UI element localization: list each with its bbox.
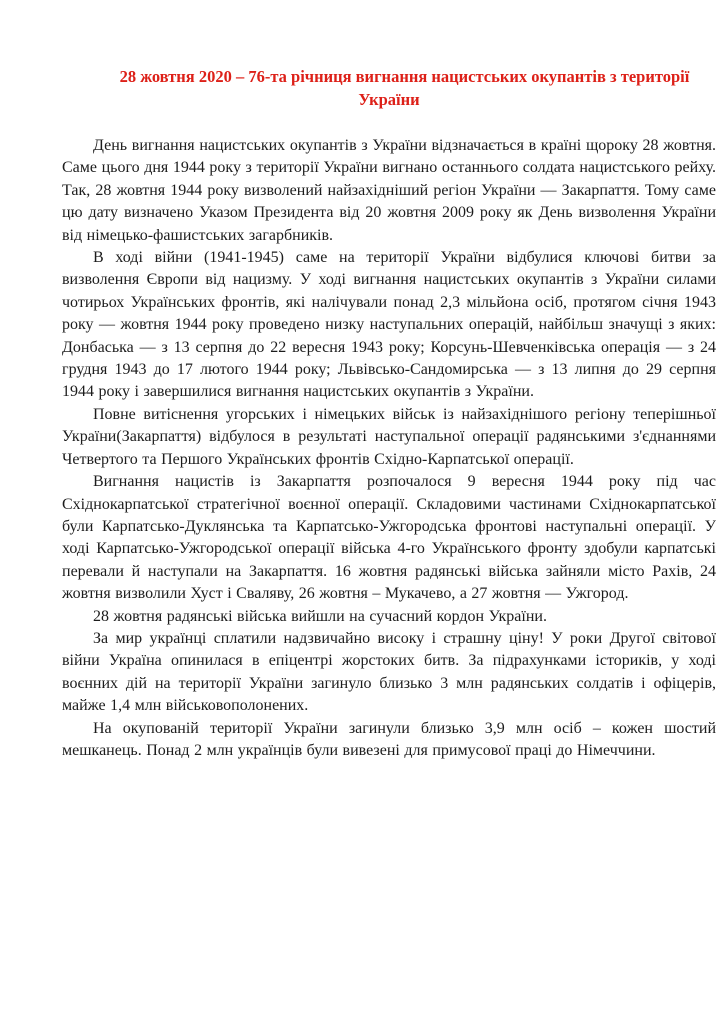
paragraph-7: На окупованій території України загинули близько 3,9 млн осіб – кожен шостий мешканець. Понад 2 млн українців були вивезені для примусової праці до Німеччини. [62,719,716,759]
paragraph-2: В ході війни (1941-1945) саме на території України відбулися ключові битви за визволення Європи від нацизму. У ході вигнання нацистських окупантів з України силами чотирьох Українських фронтів, які налічували понад 2,3 мільйона осіб, протягом січня 1943 року — жовтня 1944 року проведено низку наступальних операцій, найбільш значущі з яких: Донбаська — з 13 серпня до 22 вересня 1943 року; Корсунь-Шевченківська операція — з 24 грудня 1943 до 17 лютого 1944 року; Львівсько-Сандомирська — з 13 липня до 29 серпня 1944 року і завершилися вигнання нацистських окупантів з України. [62,249,716,401]
document-body [62,135,716,762]
paragraph-4: Вигнання нацистів із Закарпаття розпочалося 9 вересня 1944 року під час Східнокарпатської стратегічної воєнної операції. Складовими частинами Східнокарпатської були Карпатсько-Дуклянська та Карпатсько-Ужгородська фронтові наступальні операції. У ході Карпатсько-Ужгородської операції війська 4-го Українського фронту здобули карпатські перевали й наступали на Закарпаття. 16 жовтня радянські війська зайняли місто Рахів, 24 жовтня визволили Хуст і Сваляву, 26 жовтня – Мукачево, а 27 жовтня — Ужгород. [62,473,716,603]
paragraph-6: За мир українці сплатили надзвичайно високу і страшну ціну! У роки Другої світової війни Україна опинилася в епіцентрі жорстоких битв. За підрахунками істориків, у ході воєнних дій на території України загинуло близько 3 млн радянських солдатів і офіцерів, майже 1,4 млн військовополонених. [62,629,716,715]
paragraph-1: День вигнання нацистських окупантів з України відзначається в країні щороку 28 жовтня. Саме цього дня 1944 року з території України вигнано останнього солдата нацистського рейху. Так, 28 жовтня 1944 року визволений найзахідніший регіон України — Закарпаття. Тому саме цю дату визначено Указом Президента від 20 жовтня 2009 року як День визволення України від німецько-фашистських загарбників. [62,137,716,244]
paragraph-3: Повне витіснення угорських і німецьких військ із найзахіднішого регіону теперішньої України(Закарпаття) відбулося в результаті наступальної операції радянськими з'єднаннями Четвертого та Першого Українських фронтів Східно-Карпатської операції. [62,405,716,468]
paragraph-5: 28 жовтня радянські війська вийшли на сучасний кордон України. [93,607,547,625]
document-title: 28 жовтня 2020 – 76-та річниця вигнання нацистських окупантів з території України [119,67,690,109]
